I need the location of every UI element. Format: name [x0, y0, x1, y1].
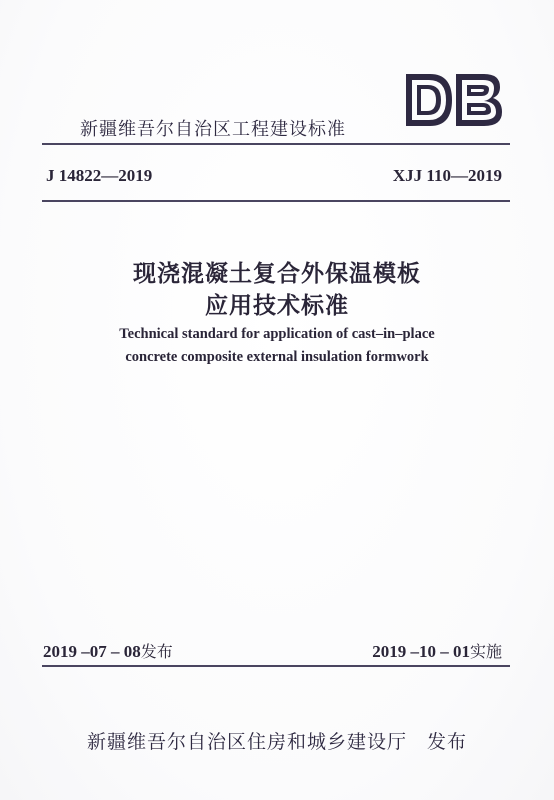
effective-date: [372, 639, 502, 662]
title-english-line-2: concrete composite external insulation formwork: [125, 349, 429, 365]
standard-number: XJJ 110—2019: [392, 166, 502, 185]
db-logo-letter-d: [406, 74, 452, 126]
issue-date: [43, 639, 173, 662]
code-rule: [42, 200, 510, 202]
title-chinese-line-1: 现浇混凝土复合外保温模板: [133, 260, 421, 287]
effective-date-value: 2019 –10 – 01: [372, 642, 470, 661]
issue-label: 发布: [140, 642, 173, 661]
db-logo-letter-b: [456, 74, 502, 126]
standard-category: 新疆维吾尔自治区工程建设标准: [80, 119, 346, 140]
db-logo: [404, 72, 504, 128]
title-chinese-line-2: 应用技术标准: [205, 292, 349, 319]
issue-date-value: 2019 –07 – 08: [43, 642, 141, 661]
header-rule: [42, 143, 510, 145]
record-number: J 14822—2019: [46, 166, 153, 185]
effective-label: 实施: [469, 642, 502, 661]
issuing-authority: 新疆维吾尔自治区住房和城乡建设厅 发布: [86, 731, 467, 753]
title-english-line-1: Technical standard for application of cast–in–place: [119, 326, 435, 342]
date-rule: [42, 665, 510, 667]
